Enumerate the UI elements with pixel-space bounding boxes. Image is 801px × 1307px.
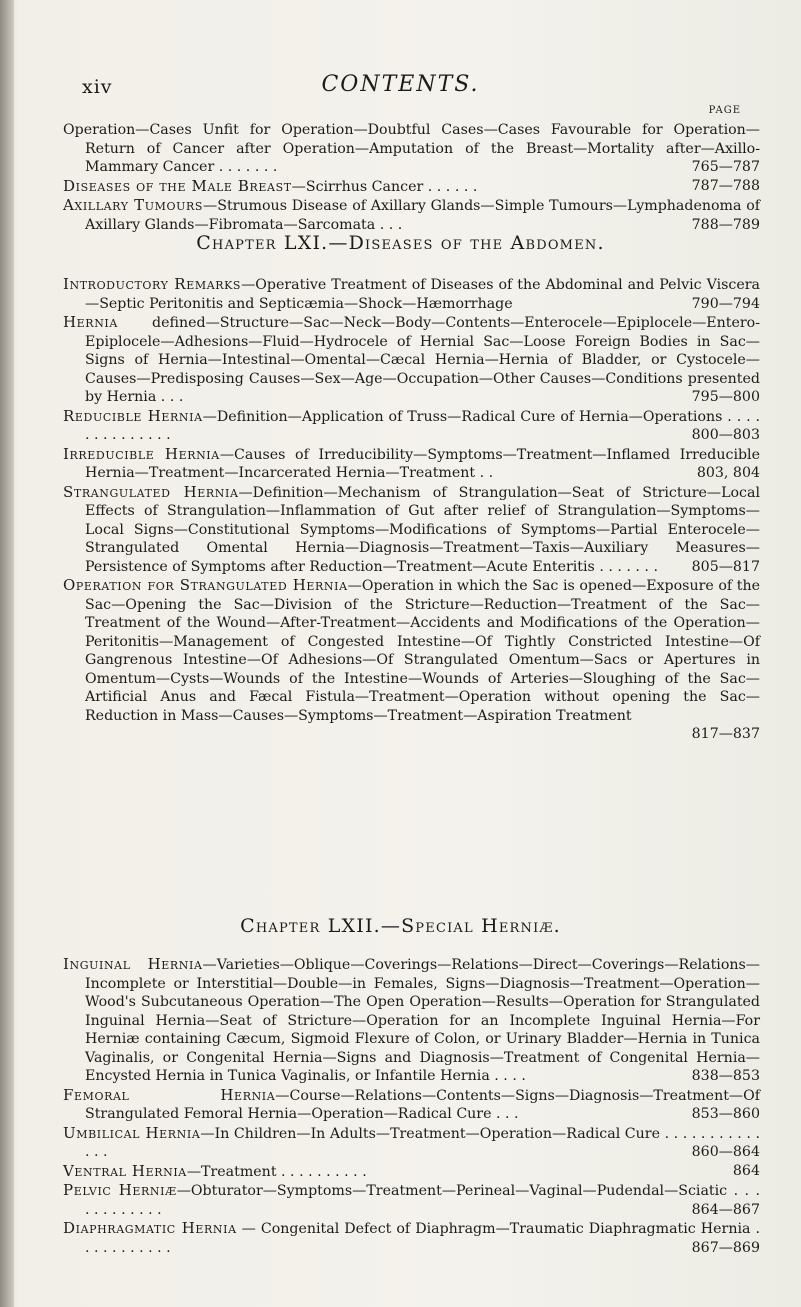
page-header <box>0 72 801 102</box>
toc-entry: Strangulated Hernia—Definition—Mechanism of Strangulation—Seat of Stricture—Local Effects of Strangulation—Inflammation of Gut after relief of Strangulation—Symptoms—Local Signs—Constitutional Symptoms—Modifications of Symptoms—Partial Enterocele—Strangulated Omental Hernia—Diagnosis—Treatment—Taxis—Auxiliary Measures—Persistence of Symptoms after Reduction—Treatment—Acute Enteritis . . . . . . . 805—817 <box>63 482 760 575</box>
page-range: 765—787 <box>691 159 760 175</box>
toc-entry: Femoral Hernia—Course—Relations—Contents—Signs—Diagnosis—Treatment—Of Strangulated Femoral Hernia—Operation—Radical Cure . . . 853—860 <box>63 1085 760 1122</box>
page-range: 817—837 <box>691 726 760 742</box>
page-range: 787—788 <box>691 177 760 194</box>
toc-entry: Irreducible Hernia—Causes of Irreducibility—Symptoms—Treatment—Inflamed Irreducible Hernia—Treatment—Incarcerated Hernia—Treatment . . 803, 804 <box>63 444 760 481</box>
chapter-title: Chapter LXI.—Diseases of the Abdomen. <box>196 232 605 254</box>
toc-entry: Operation—Cases Unfit for Operation—Doubtful Cases—Cases Favourable for Operation—Return of Cancer after Operation—Amputation of the Breast—Mortality after—Axillo-Mammary Cancer . . . . . . . 765—787 <box>63 122 760 175</box>
page-range: 788—789 <box>691 216 760 233</box>
page-range: 838—853 <box>691 1068 760 1084</box>
toc-entry: Ventral Hernia—Treatment . . . . . . . . . . 864 <box>63 1161 760 1180</box>
toc-entry: Axillary Tumours—Strumous Disease of Axillary Glands—Simple Tumours—Lymphadenoma of Axillary Glands—Fibromata—Sarcomata . . . 788—789 <box>63 196 761 233</box>
page-range: 795—800 <box>691 389 760 405</box>
toc-entry: Pelvic Herniæ—Obturator—Symptoms—Treatment—Perineal—Vaginal—Pudendal—Sciatic . . . . . . . . . . . . 864—867 <box>63 1181 760 1218</box>
page-range: 864—867 <box>691 1201 760 1218</box>
page-range: 864 <box>732 1162 760 1179</box>
page-range: 867—869 <box>691 1239 760 1256</box>
toc-entry: Diaphragmatic Hernia — Congenital Defect of Diaphragm—Traumatic Diaphragmatic Hernia . . . . . . . . . . . 867—869 <box>63 1219 760 1256</box>
page-spine-shadow <box>0 0 14 1307</box>
toc-entry: Inguinal Hernia—Varieties—Oblique—Coverings—Relations—Direct—Coverings—Relations—Incomplete or Interstitial—Double—in Females, Signs—Diagnosis—Treatment—Operation—Wood's Subcutaneous Operation—The Open Operation—Results—Operation for Strangulated Inguinal Hernia—Seat of Stricture—Operation for an Incomplete Inguinal Hernia—For Herniæ containing Cæcum, Sigmoid Flexure of Colon, or Urinary Bladder—Hernia in Tunica Vaginalis, or Congenital Hernia—Signs and Diagnosis—Treatment of Congenital Hernia—Encysted Hernia in Tunica Vaginalis, or Infantile Hernia . . . . 838—853 <box>63 955 760 1084</box>
page-range: 853—860 <box>691 1106 760 1122</box>
page-range: 803, 804 <box>696 465 760 481</box>
page-range: 860—864 <box>691 1144 760 1160</box>
page-range: 790—794 <box>691 295 760 312</box>
page-folio: xiv <box>82 76 113 98</box>
page-range: 800—803 <box>691 427 760 443</box>
toc-entry: Hernia defined—Structure—Sac—Neck—Body—Contents—Enterocele—Epiplocele—Entero-Epiplocele—Adhesions—Fluid—Hydrocele of Hernial Sac—Loose Foreign Bodies in Sac—Signs of Hernia—Intestinal—Omental—Cæcal Hernia—Hernia of Bladder, or Cystocele—Causes—Predisposing Causes—Sex—Age—Occupation—Other Causes—Conditions presented by Hernia . . . 795—800 <box>63 313 760 405</box>
toc-entry: Operation for Strangulated Hernia—Operation in which the Sac is opened—Exposure of the Sac—Opening the Sac—Division of the Stricture—Reduction—Treatment of the Sac—Treatment of the Wound—After-Treatment—Accidents and Modifications of the Operation—Peritonitis—Management of Congested Intestine—Of Tightly Constricted Intestine—Of Gangrenous Intestine—Of Adhesions—Of Strangulated Omentum—Sacs or Apertures in Omentum—Cysts—Wounds of the Intestine—Wounds of Arteries—Sloughing of the Sac—Artificial Anus and Fæcal Fistula—Treatment—Operation without opening the Sac—Reduction in Mass—Causes—Symptoms—Treatment—Aspiration Treatment 817—837 <box>63 576 760 742</box>
page-range: 805—817 <box>691 558 760 575</box>
toc-entry: Diseases of the Male Breast—Scirrhus Cancer . . . . . . 787—788 <box>63 176 760 195</box>
chapter-62-entries <box>63 955 760 1257</box>
running-title: CONTENTS. <box>321 72 480 97</box>
toc-entry: Reducible Hernia—Definition—Application of Truss—Radical Cure of Hernia—Operations . . . . . . . . . . . . . . 800—803 <box>63 406 760 443</box>
toc-entry: Umbilical Hernia—In Children—In Adults—Treatment—Operation—Radical Cure . . . . . . . . . . . . . . 860—864 <box>63 1123 760 1160</box>
toc-entry: Introductory Remarks—Operative Treatment of Diseases of the Abdominal and Pelvic Viscera—Septic Peritonitis and Septicæmia—Shock—Hæmorrhage 790—794 <box>63 275 760 312</box>
chapter-61-entries <box>63 275 760 744</box>
page-column-label: PAGE <box>708 105 741 116</box>
intro-entries <box>63 120 760 234</box>
chapter-title: Chapter LXII.—Special Herniæ. <box>240 915 561 937</box>
